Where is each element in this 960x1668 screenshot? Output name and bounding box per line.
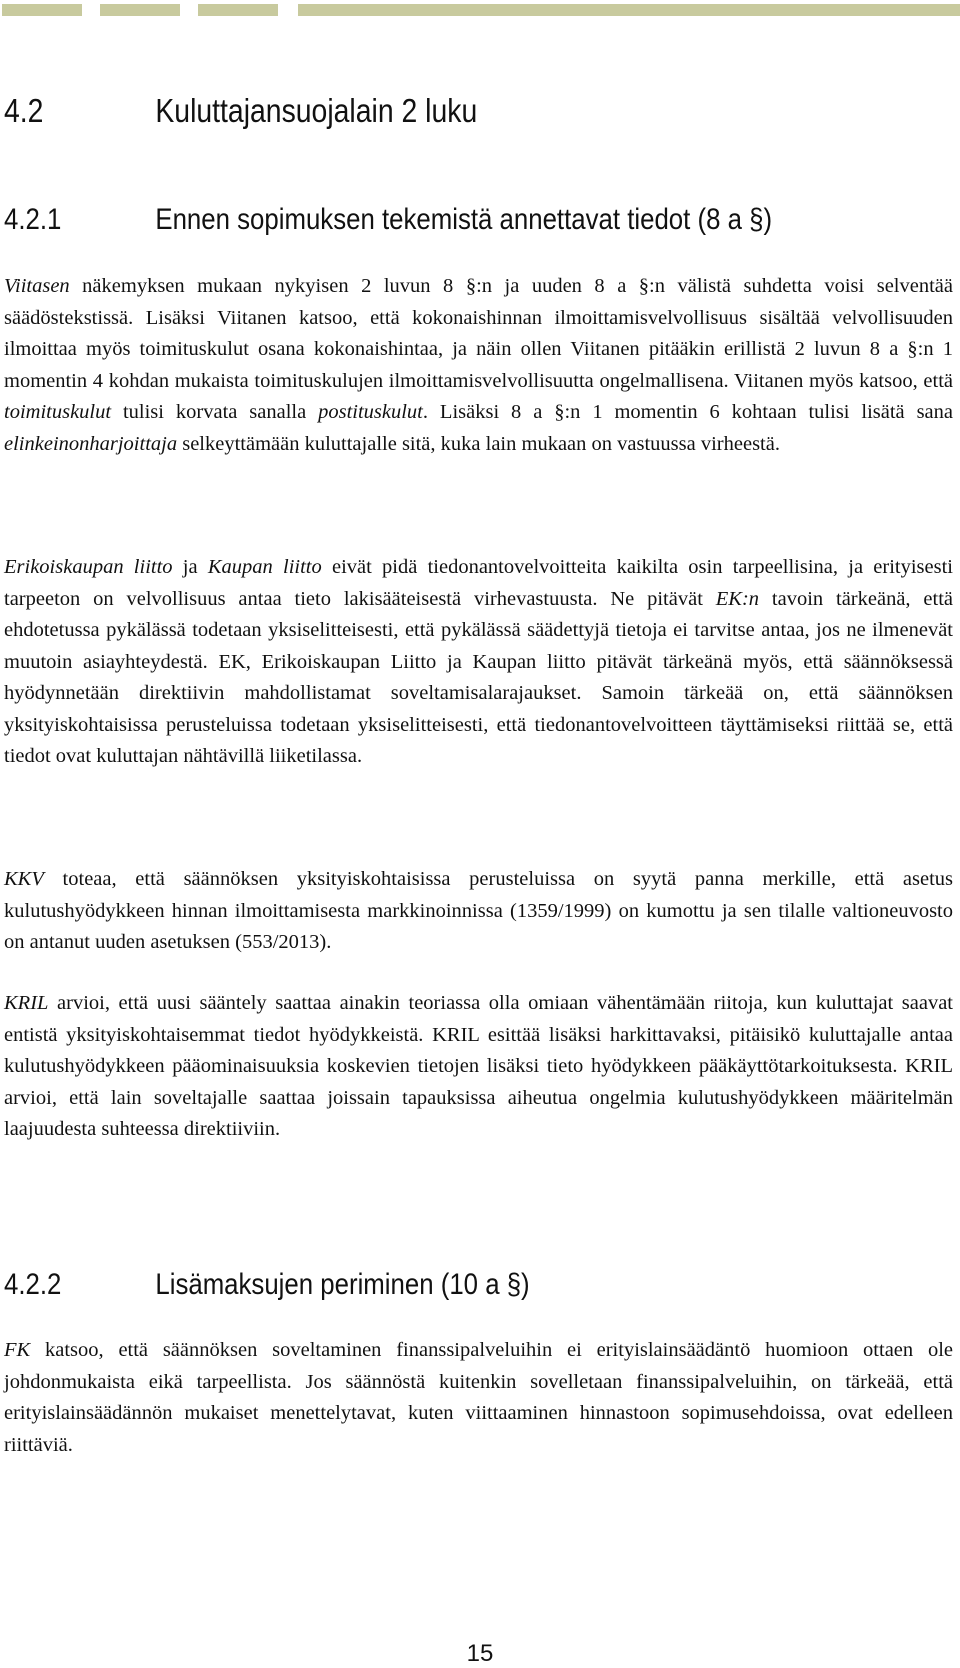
party-name: Erikoiskaupan liitto	[4, 556, 173, 578]
paragraph-erikoiskaupan-liitto	[4, 552, 953, 773]
party-name: KKV	[4, 868, 44, 890]
paragraph-text: ja	[172, 556, 208, 578]
section-number: 4.2.1	[4, 203, 62, 236]
paragraph-kkv	[4, 864, 953, 959]
quoted-term: elinkeinonharjoittaja	[4, 432, 178, 455]
quoted-term: toimituskulut	[4, 401, 112, 423]
paragraph-viitanen	[4, 271, 953, 460]
section-title: Lisämaksujen periminen (10 a §)	[155, 1268, 530, 1301]
party-name: Viitasen	[4, 275, 70, 297]
page-number: 15	[466, 1640, 494, 1667]
paragraph-fk	[4, 1335, 953, 1461]
section-heading-4-2-1	[4, 203, 772, 237]
paragraph-kril	[4, 988, 953, 1146]
quoted-term: postituskulut	[318, 401, 423, 423]
header-decor-bar	[198, 4, 278, 16]
party-name: KRIL	[4, 992, 49, 1014]
party-name: FK	[4, 1339, 31, 1361]
paragraph-text: eivät pidä tiedonantovelvoitteita kaikilta osin tarpeellisina, ja erityisesti tarpeeton on velvollisuus antaa tieto lakisääteisestä virhevastuusta. Ne pitävät	[4, 556, 954, 610]
party-name: EK:n	[715, 587, 760, 610]
party-name: Kaupan liitto	[207, 556, 322, 578]
header-decor-bar	[2, 4, 82, 16]
section-title: Kuluttajansuojalain 2 luku	[155, 92, 478, 129]
paragraph-text: tulisi korvata sanalla	[111, 401, 319, 423]
header-decor-bar	[298, 4, 960, 16]
paragraph-text: näkemyksen mukaan nykyisen 2 luvun 8 §:n ja uuden 8 a §:n välistä suhdetta voisi selventää säädöstekstissä. Lisäksi Viitanen katsoo, että kokonaishinnan ilmoittamisvelvollisuus sisältää velvollisuuden ilmoittaa myös toimituskulut osana kokonaishintaa, ja näin ollen Viitanen pitääkin erillistä 2 luvun 8 a §:n 1 momentin 4 kohdan mukaista toimituskulujen ilmoittamisvelvollisuutta ongelmallisena. Viitanen myös katsoo, että	[4, 275, 953, 392]
paragraph-text: . Lisäksi 8 a §:n 1 momentin 6 kohtaan tulisi lisätä sana	[422, 401, 953, 423]
paragraph-text: selkeyttämään kuluttajalle sitä, kuka lain mukaan on vastuussa virheestä.	[177, 432, 780, 455]
section-number: 4.2.2	[4, 1268, 62, 1301]
section-heading-4-2-2	[4, 1268, 530, 1302]
section-number: 4.2	[4, 92, 44, 129]
paragraph-text: tavoin tärkeänä, että ehdotetussa pykälässä todetaan yksiselitteisesti, että pykälässä säädettyjä tietoja ei tarvitse antaa, jos ne ilmenevät muutoin asiayhteydestä. EK, Erikoiskaupan Liitto ja Kaupan liitto pitävät tärkeänä myös, että säännöksessä hyödynnetään direktiivin mahdollistamat soveltamisalarajaukset. Samoin tärkeää on, että säännöksen yksityiskohtaisissa perusteluissa todetaan yksiselitteisesti, että tiedonantovelvoitteen täyttämiseksi riittää se, että tiedot ovat kuluttajan nähtävillä liiketilassa.	[4, 587, 954, 767]
section-title: Ennen sopimuksen tekemistä annettavat tiedot (8 a §)	[155, 203, 773, 236]
paragraph-text: katsoo, että säännöksen soveltaminen finanssipalveluihin ei erityislainsäädäntö huomioon ottaen ole johdonmukaista eikä tarpeellista. Jos säännöstä kuitenkin sovelletaan finanssipalveluihin, on tärkeää, että erityislainsäädännön mukaiset menettelytavat, kuten viittaaminen hinnastoon sopimusehdoissa, ovat edelleen riittäviä.	[4, 1339, 953, 1456]
paragraph-text: toteaa, että säännöksen yksityiskohtaisissa perusteluissa on syytä panna merkille, että asetus kulutushyödykkeen hinnan ilmoittamisesta markkinoinnissa (1359/1999) on kumottu ja sen tilalle valtioneuvosto on antanut uuden asetuksen (553/2013).	[4, 868, 953, 953]
section-heading-4-2	[4, 92, 477, 130]
paragraph-text: arvioi, että uusi sääntely saattaa ainakin teoriassa olla omiaan vähentämään riitoja, kun kuluttajat saavat entistä yksityiskohtaisemmat tiedot hyödykkeistä. KRIL esittää lisäksi harkittavaksi, pitäisikö kuluttajalle antaa kulutushyödykkeen pääominaisuuksia koskevien tietojen lisäksi tieto hyödykkeen pääkäyttötarkoituksesta. KRIL arvioi, että lain soveltajalle saattaa joissain tapauksissa aiheutua ongelmia kulutushyödykkeen määritelmän laajuudesta suhteessa direktiiviin.	[4, 992, 953, 1140]
header-decor-bar	[100, 4, 180, 16]
